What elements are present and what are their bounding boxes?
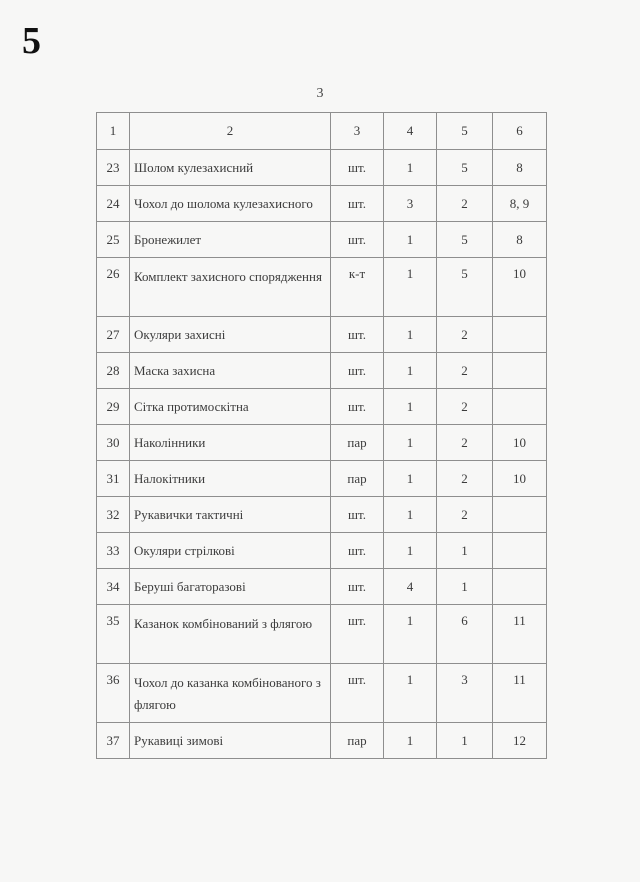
item-name-cell: Рукавички тактичні: [130, 497, 331, 533]
col6-cell: 10: [493, 258, 547, 317]
table-header-row: [97, 113, 547, 150]
unit-cell: шт.: [331, 150, 384, 186]
row-number-cell: 29: [97, 389, 130, 425]
item-name-cell: Беруші багаторазові: [130, 569, 331, 605]
col6-cell: 8: [493, 222, 547, 258]
col6-cell: [493, 353, 547, 389]
unit-cell: шт.: [331, 222, 384, 258]
col4-cell: 1: [384, 389, 437, 425]
header-cell: 2: [130, 113, 331, 150]
table-row: [97, 150, 547, 186]
item-name-cell: Наколінники: [130, 425, 331, 461]
col6-cell: 8: [493, 150, 547, 186]
col4-cell: 3: [384, 186, 437, 222]
col4-cell: 1: [384, 723, 437, 759]
col5-cell: 2: [437, 497, 493, 533]
header-cell: 3: [331, 113, 384, 150]
item-name-cell: Налокітники: [130, 461, 331, 497]
col4-cell: 1: [384, 222, 437, 258]
unit-cell: пар: [331, 723, 384, 759]
col4-cell: 1: [384, 664, 437, 723]
col6-cell: 10: [493, 425, 547, 461]
col5-cell: 1: [437, 533, 493, 569]
item-name-cell: Маска захисна: [130, 353, 331, 389]
item-name-cell: Окуляри стрілкові: [130, 533, 331, 569]
corner-page-number: 5: [22, 20, 41, 62]
item-name-cell: Сітка протимоскітна: [130, 389, 331, 425]
table-row: [97, 723, 547, 759]
col6-cell: [493, 497, 547, 533]
col6-cell: [493, 569, 547, 605]
table-row: [97, 258, 547, 317]
table-row: [97, 664, 547, 723]
col4-cell: 1: [384, 497, 437, 533]
unit-cell: шт.: [331, 186, 384, 222]
col5-cell: 2: [437, 353, 493, 389]
col5-cell: 2: [437, 461, 493, 497]
col5-cell: 5: [437, 258, 493, 317]
col5-cell: 1: [437, 569, 493, 605]
item-name-cell: Казанок комбінований з флягою: [130, 605, 331, 664]
col5-cell: 2: [437, 389, 493, 425]
row-number-cell: 33: [97, 533, 130, 569]
row-number-cell: 35: [97, 605, 130, 664]
item-name-cell: Окуляри захисні: [130, 317, 331, 353]
item-name-cell: Рукавиці зимові: [130, 723, 331, 759]
unit-cell: шт.: [331, 389, 384, 425]
row-number-cell: 30: [97, 425, 130, 461]
table-row: [97, 497, 547, 533]
header-cell: 5: [437, 113, 493, 150]
col4-cell: 1: [384, 533, 437, 569]
table-row: [97, 317, 547, 353]
col5-cell: 6: [437, 605, 493, 664]
col5-cell: 2: [437, 317, 493, 353]
row-number-cell: 26: [97, 258, 130, 317]
equipment-table: [96, 112, 547, 759]
table-row: [97, 186, 547, 222]
row-number-cell: 25: [97, 222, 130, 258]
col6-cell: 10: [493, 461, 547, 497]
unit-cell: пар: [331, 461, 384, 497]
col6-cell: 11: [493, 664, 547, 723]
row-number-cell: 36: [97, 664, 130, 723]
table-row: [97, 461, 547, 497]
table-row: [97, 425, 547, 461]
row-number-cell: 32: [97, 497, 130, 533]
unit-cell: шт.: [331, 605, 384, 664]
col6-cell: 12: [493, 723, 547, 759]
table-row: [97, 353, 547, 389]
table-row: [97, 389, 547, 425]
col6-cell: 8, 9: [493, 186, 547, 222]
col5-cell: 5: [437, 222, 493, 258]
col5-cell: 3: [437, 664, 493, 723]
header-cell: 4: [384, 113, 437, 150]
item-name-cell: Чохол до шолома кулезахисного: [130, 186, 331, 222]
row-number-cell: 24: [97, 186, 130, 222]
col6-cell: [493, 389, 547, 425]
unit-cell: шт.: [331, 664, 384, 723]
col4-cell: 1: [384, 353, 437, 389]
header-cell: 6: [493, 113, 547, 150]
row-number-cell: 34: [97, 569, 130, 605]
header-cell: 1: [97, 113, 130, 150]
table-row: [97, 569, 547, 605]
item-name-cell: Комплект захисного спорядження: [130, 258, 331, 317]
col4-cell: 4: [384, 569, 437, 605]
col5-cell: 1: [437, 723, 493, 759]
col6-cell: [493, 317, 547, 353]
col4-cell: 1: [384, 317, 437, 353]
unit-cell: шт.: [331, 317, 384, 353]
row-number-cell: 37: [97, 723, 130, 759]
col5-cell: 5: [437, 150, 493, 186]
row-number-cell: 31: [97, 461, 130, 497]
unit-cell: шт.: [331, 533, 384, 569]
col4-cell: 1: [384, 150, 437, 186]
item-name-cell: Чохол до казанка комбінованого з флягою: [130, 664, 331, 723]
col5-cell: 2: [437, 425, 493, 461]
unit-cell: шт.: [331, 569, 384, 605]
unit-cell: к-т: [331, 258, 384, 317]
col6-cell: 11: [493, 605, 547, 664]
row-number-cell: 23: [97, 150, 130, 186]
row-number-cell: 28: [97, 353, 130, 389]
page-number: 3: [316, 86, 324, 101]
table-row: [97, 222, 547, 258]
unit-cell: шт.: [331, 353, 384, 389]
col4-cell: 1: [384, 605, 437, 664]
col4-cell: 1: [384, 425, 437, 461]
table-row: [97, 533, 547, 569]
col4-cell: 1: [384, 258, 437, 317]
table-row: [97, 605, 547, 664]
item-name-cell: Шолом кулезахисний: [130, 150, 331, 186]
col6-cell: [493, 533, 547, 569]
col4-cell: 1: [384, 461, 437, 497]
item-name-cell: Бронежилет: [130, 222, 331, 258]
col5-cell: 2: [437, 186, 493, 222]
unit-cell: пар: [331, 425, 384, 461]
row-number-cell: 27: [97, 317, 130, 353]
unit-cell: шт.: [331, 497, 384, 533]
